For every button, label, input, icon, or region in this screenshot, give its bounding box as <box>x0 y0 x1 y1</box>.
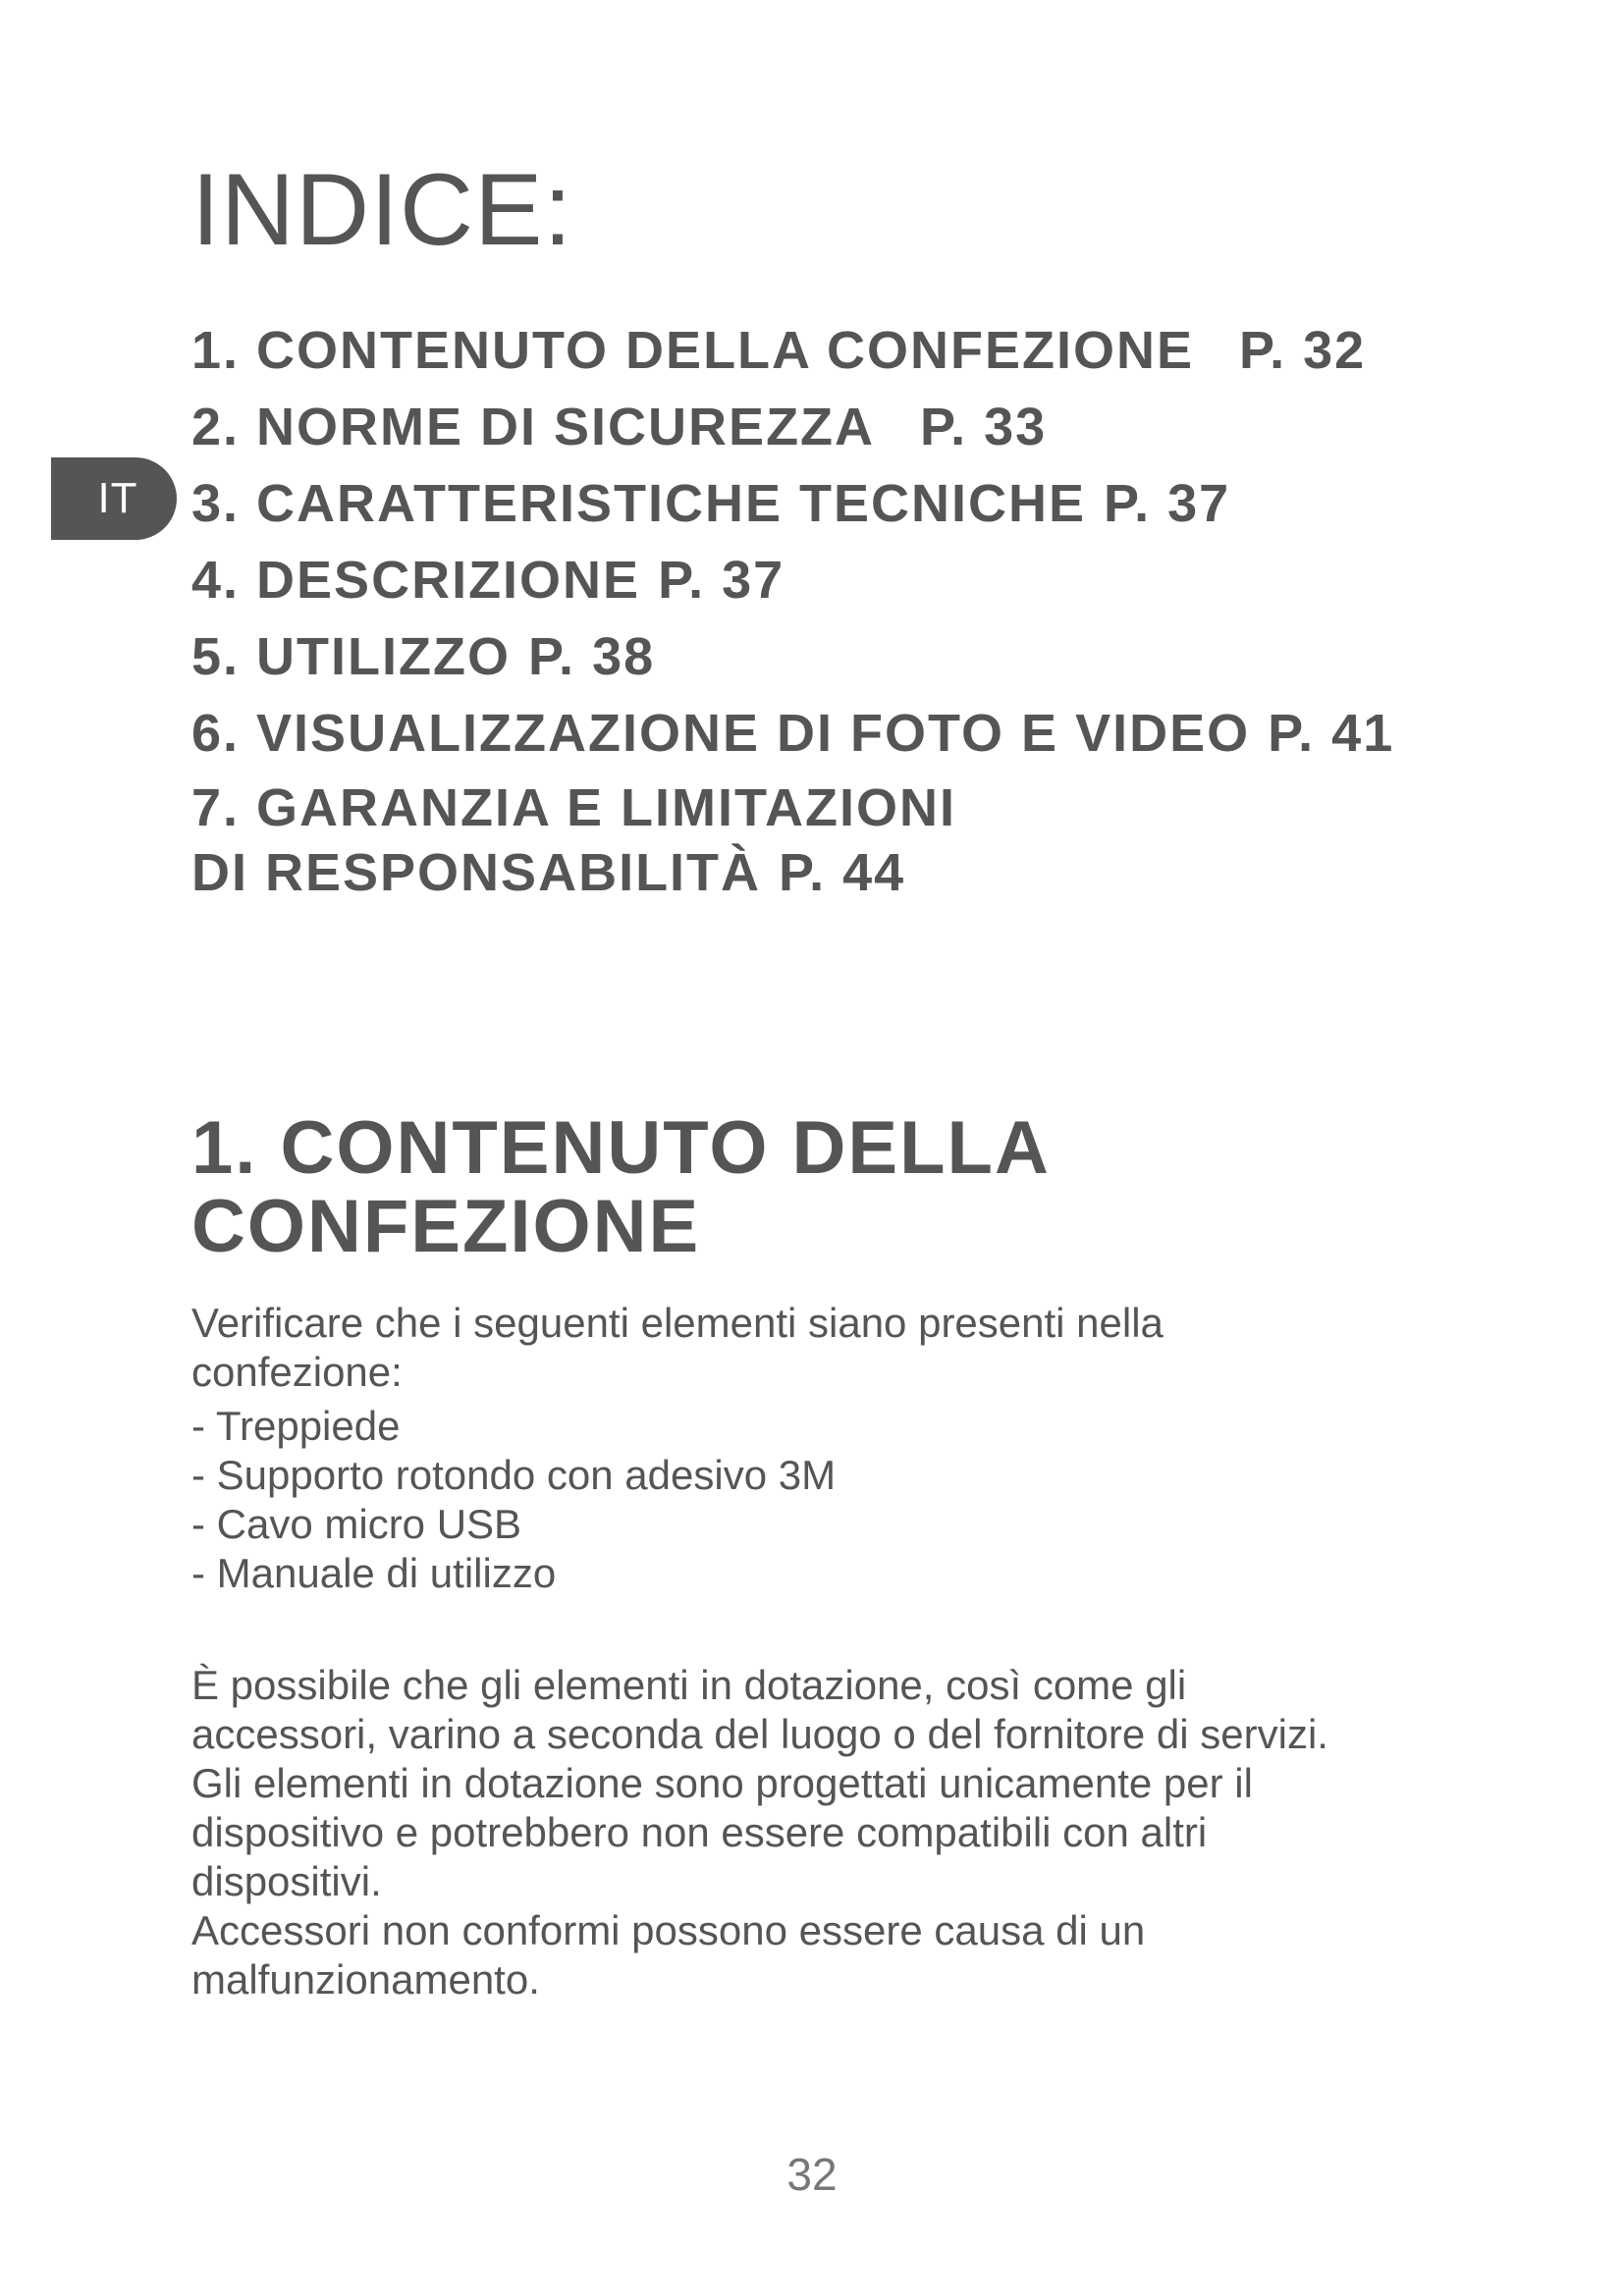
toc-entry-page: P. 37 <box>658 551 785 610</box>
section-intro: Verificare che i seguenti elementi siano presenti nella confezione: <box>191 1300 1164 1395</box>
list-item: - Cavo micro USB <box>191 1501 522 1547</box>
section-title-line: CONFEZIONE <box>191 1185 701 1268</box>
list-item: - Manuale di utilizzo <box>191 1550 557 1596</box>
toc-entry-label: 5. UTILIZZO <box>191 627 511 686</box>
toc-entry[interactable] <box>191 312 1394 389</box>
toc-entry-page: P. 44 <box>779 843 906 902</box>
toc-entry-page: P. 41 <box>1268 704 1395 763</box>
toc-entry-label: 2. NORME DI SICUREZZA <box>191 398 876 456</box>
toc-entry-page: P. 33 <box>920 398 1048 456</box>
paragraph: È possibile che gli elementi in dotazione, così come gli accessori, varino a seconda del luogo o del fornitore di servizi. <box>191 1662 1328 1757</box>
section-title-line: 1. CONTENUTO DELLA <box>191 1106 1051 1190</box>
toc-entry-page: P. 32 <box>1239 321 1367 380</box>
toc-entry[interactable] <box>191 695 1394 772</box>
toc-entry[interactable] <box>191 775 1394 905</box>
toc-entry[interactable] <box>191 618 1394 695</box>
index-title: INDICE: <box>191 153 573 267</box>
list-item: - Treppiede <box>191 1403 401 1449</box>
paragraph: Gli elementi in dotazione sono progettati unicamente per il dispositivo e potrebbero non essere compatibili con altri dispositivi. <box>191 1760 1253 1904</box>
language-tab <box>51 457 177 540</box>
toc-entry[interactable] <box>191 389 1394 465</box>
page-number: 32 <box>786 2149 838 2200</box>
package-contents-list <box>191 1402 1370 1598</box>
toc-entry-label: 7. GARANZIA E LIMITAZIONI <box>191 778 956 837</box>
toc-entry-page: P. 37 <box>1104 474 1231 533</box>
toc-entry-label: 4. DESCRIZIONE <box>191 551 641 610</box>
language-tab-label: IT <box>97 474 138 522</box>
section-notes <box>191 1661 1370 2004</box>
toc-entry[interactable] <box>191 465 1394 542</box>
toc-entry-label: 1. CONTENUTO DELLA CONFEZIONE <box>191 321 1195 380</box>
toc-entry-label-continued: DI RESPONSABILITÀ <box>191 843 762 902</box>
section-title <box>191 1106 1051 1268</box>
toc-entry-label: 3. CARATTERISTICHE TECNICHE <box>191 474 1087 533</box>
toc-entry[interactable] <box>191 542 1394 618</box>
paragraph: Accessori non conformi possono essere causa di un malfunzionamento. <box>191 1907 1146 2002</box>
list-item: - Supporto rotondo con adesivo 3M <box>191 1452 837 1498</box>
toc-entry-label: 6. VISUALIZZAZIONE DI FOTO E VIDEO <box>191 704 1251 763</box>
toc-entry-page: P. 38 <box>528 627 656 686</box>
table-of-contents <box>191 312 1394 905</box>
